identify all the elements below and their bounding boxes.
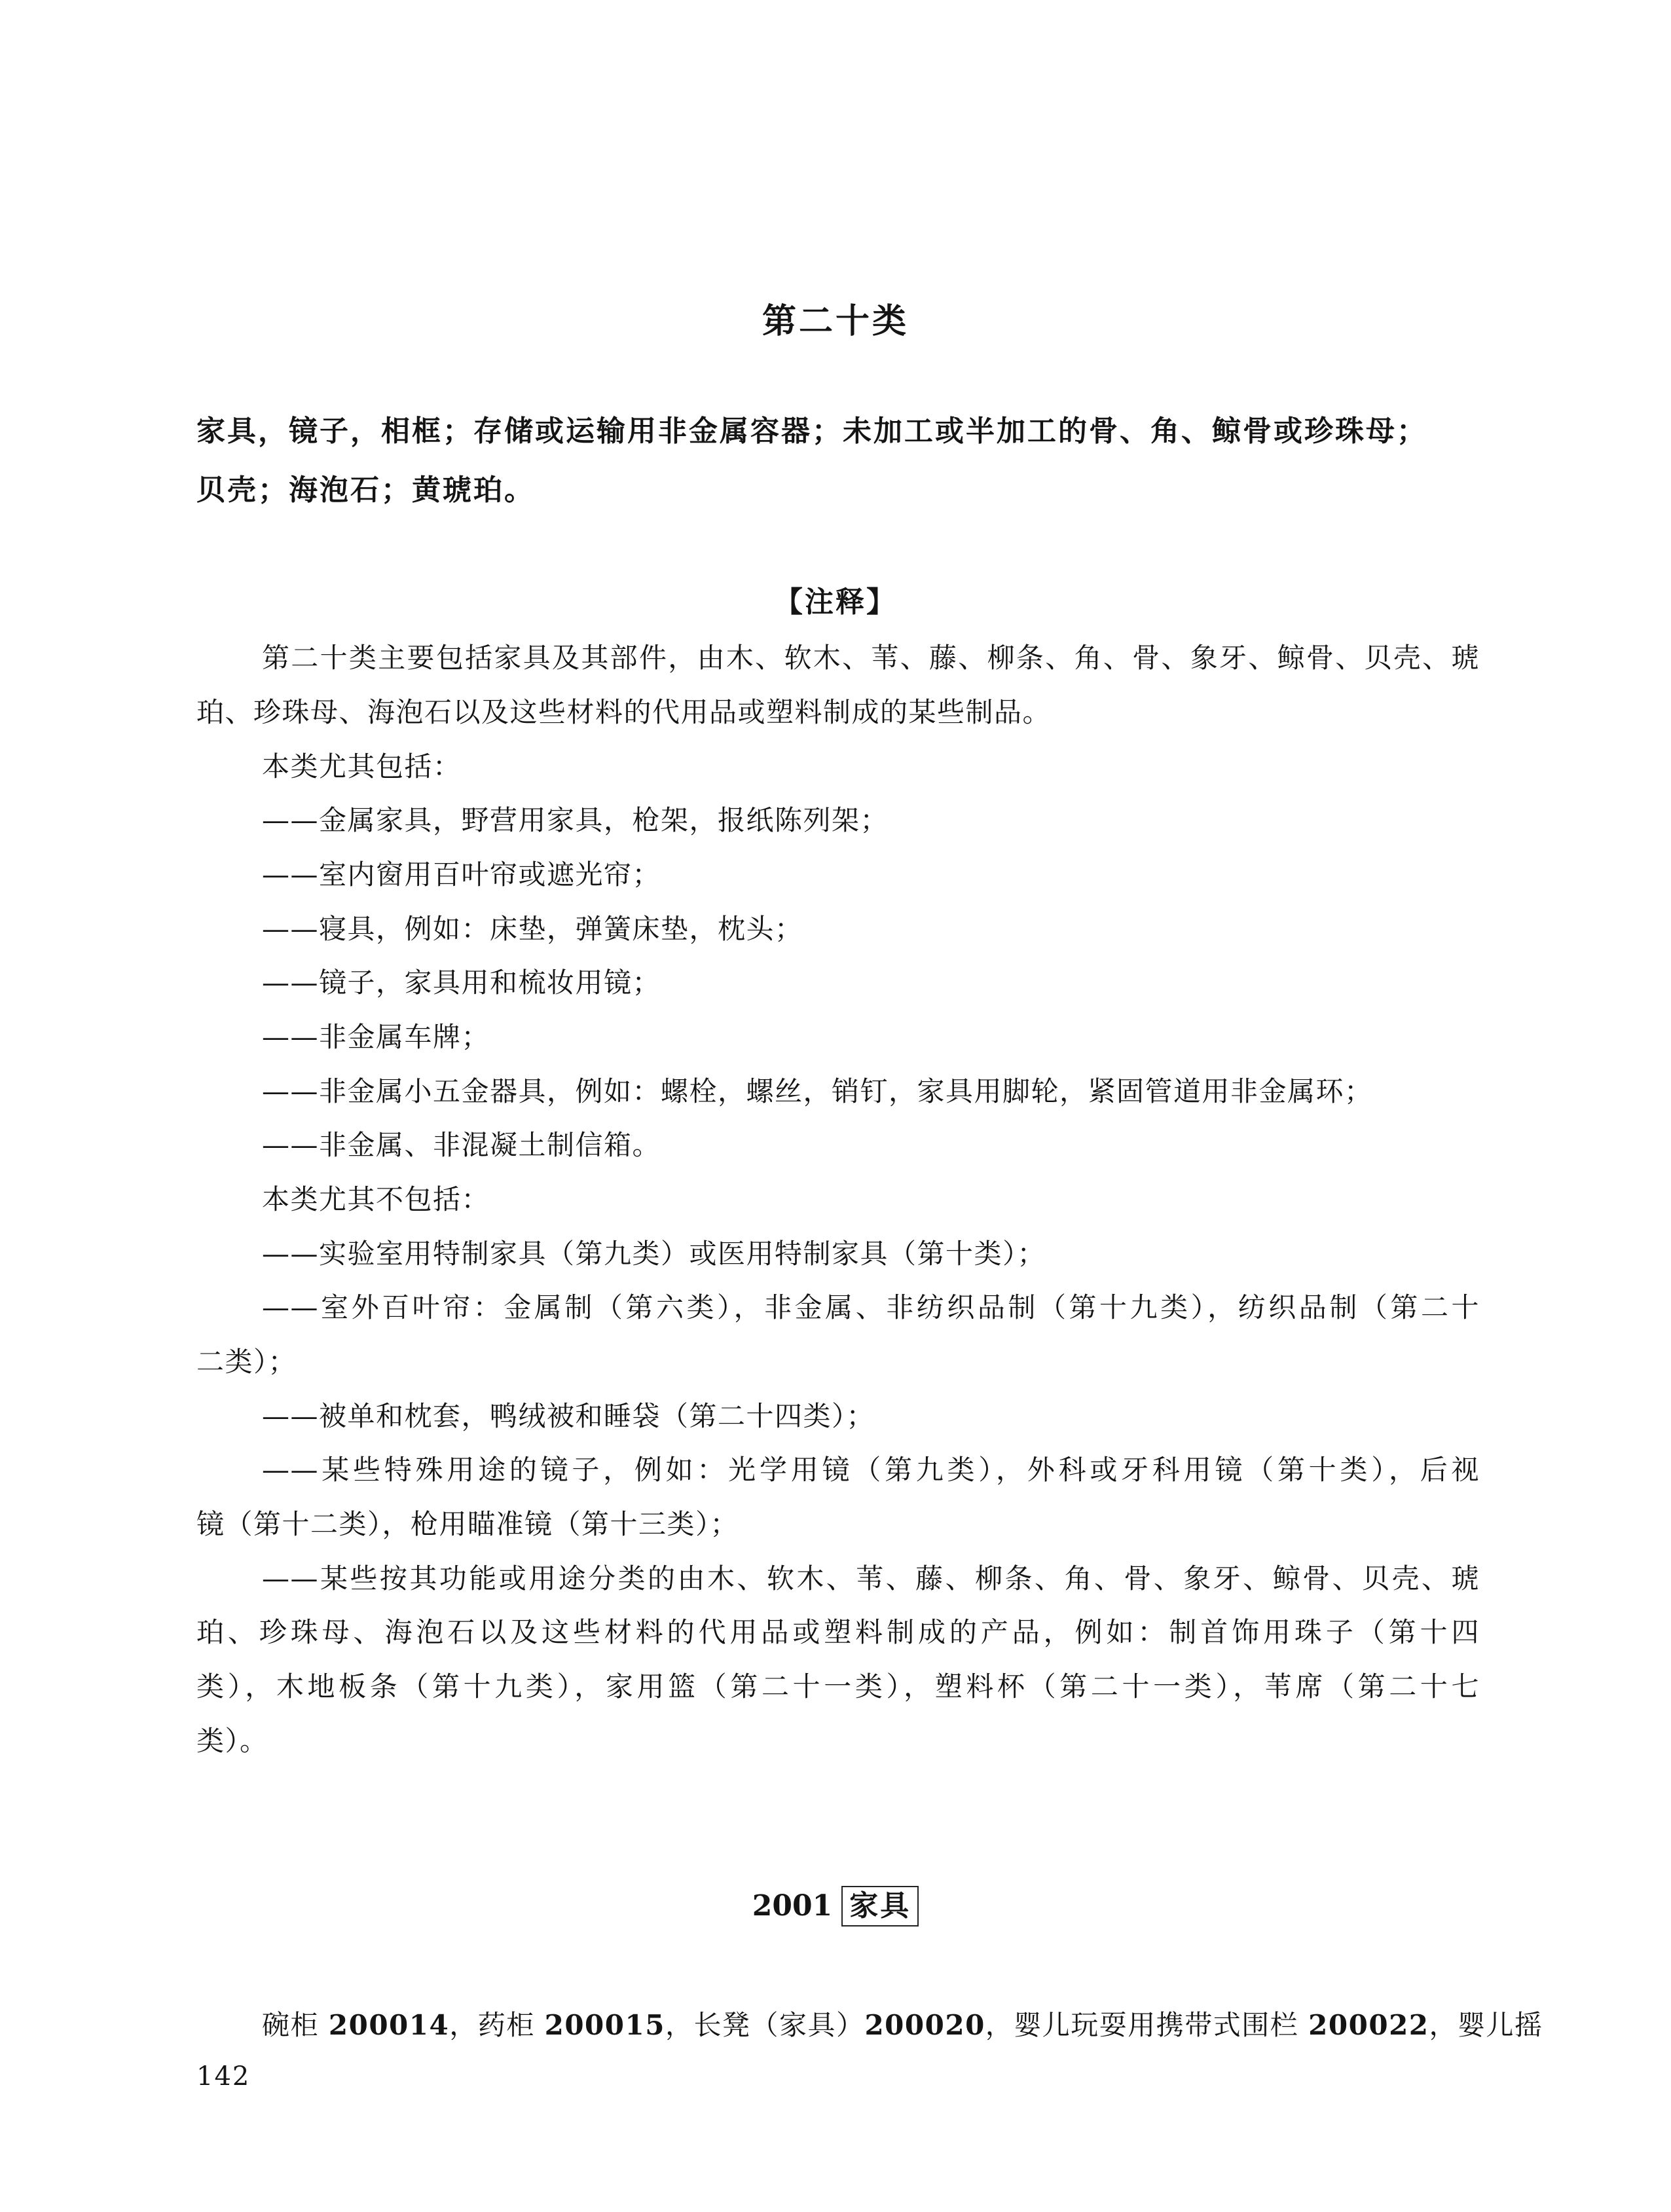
excludes-item-continued: 类），木地板条（第十九类），家用篮（第二十一类），塑料杯（第二十一类），苇席（第二十七 xyxy=(196,1670,1480,1703)
notes-intro-line-2: 珀、珍珠母、海泡石以及这些材料的代用品或塑料制成的某些制品。 xyxy=(196,696,1052,728)
excludes-item-continued: 珀、珍珠母、海泡石以及这些材料的代用品或塑料制成的产品，例如：制首饰用珠子（第十四 xyxy=(196,1616,1480,1648)
includes-item: ——非金属、非混凝土制信箱。 xyxy=(262,1129,661,1161)
goods-name: ，婴儿玩耍用携带式围栏 xyxy=(985,2009,1299,2041)
goods-number: 200020 xyxy=(864,2009,985,2041)
excludes-item: ——实验室用特制家具（第九类）或医用特制家具（第十类）； xyxy=(262,1238,1046,1270)
group-name-box: 家具 xyxy=(841,1886,919,1926)
includes-item: ——镜子，家具用和梳妆用镜； xyxy=(262,967,661,999)
excludes-item: ——某些特殊用途的镜子，例如：光学用镜（第九类），外科或牙科用镜（第十类），后视 xyxy=(262,1454,1480,1486)
excludes-item: ——被单和枕套，鸭绒被和睡袋（第二十四类）； xyxy=(262,1400,875,1432)
notes-intro-line-1: 第二十类主要包括家具及其部件，由木、软木、苇、藤、柳条、角、骨、象牙、鲸骨、贝壳、琥 xyxy=(262,642,1480,674)
includes-item: ——非金属车牌； xyxy=(262,1021,490,1053)
includes-title: 本类尤其包括： xyxy=(262,750,462,783)
page-number: 142 xyxy=(196,2061,251,2092)
includes-item: ——寝具，例如：床垫，弹簧床垫，枕头； xyxy=(262,913,803,945)
class-heading-line-2: 贝壳；海泡石；黄琥珀。 xyxy=(196,473,535,507)
includes-item: ——室内窗用百叶帘或遮光帘； xyxy=(262,858,661,891)
goods-name: ，药柜 xyxy=(449,2009,535,2041)
includes-item: ——金属家具，野营用家具，枪架，报纸陈列架； xyxy=(262,804,889,836)
goods-number: 200015 xyxy=(544,2009,665,2041)
excludes-item: ——室外百叶帘：金属制（第六类），非金属、非纺织品制（第十九类），纺织品制（第二十 xyxy=(262,1291,1480,1323)
goods-list-line xyxy=(262,2004,1543,2043)
group-heading xyxy=(0,1886,1671,1926)
excludes-title: 本类尤其不包括： xyxy=(262,1183,490,1215)
goods-number: 200014 xyxy=(328,2009,450,2041)
goods-name: ，长凳（家具） xyxy=(665,2009,865,2041)
goods-name: 碗柜 xyxy=(262,2009,320,2041)
excludes-item-continued: 二类）； xyxy=(196,1346,297,1378)
class-heading-line-1: 家具，镜子，相框；存储或运输用非金属容器；未加工或半加工的骨、角、鲸骨或珍珠母； xyxy=(196,415,1427,448)
excludes-item: ——某些按其功能或用途分类的由木、软木、苇、藤、柳条、角、骨、象牙、鲸骨、贝壳、琥 xyxy=(262,1562,1480,1594)
notes-title: 【注释】 xyxy=(774,585,897,619)
excludes-item-continued: 镜（第十二类），枪用瞄准镜（第十三类）； xyxy=(196,1508,739,1540)
excludes-item-continued: 类）。 xyxy=(196,1725,268,1757)
goods-name: ，婴儿摇 xyxy=(1429,2009,1543,2041)
includes-item: ——非金属小五金器具，例如：螺栓，螺丝，销钉，家具用脚轮，紧固管道用非金属环； xyxy=(262,1075,1373,1107)
goods-number: 200022 xyxy=(1308,2009,1429,2041)
group-code: 2001 xyxy=(752,1889,833,1923)
class-title: 第二十类 xyxy=(762,302,909,341)
